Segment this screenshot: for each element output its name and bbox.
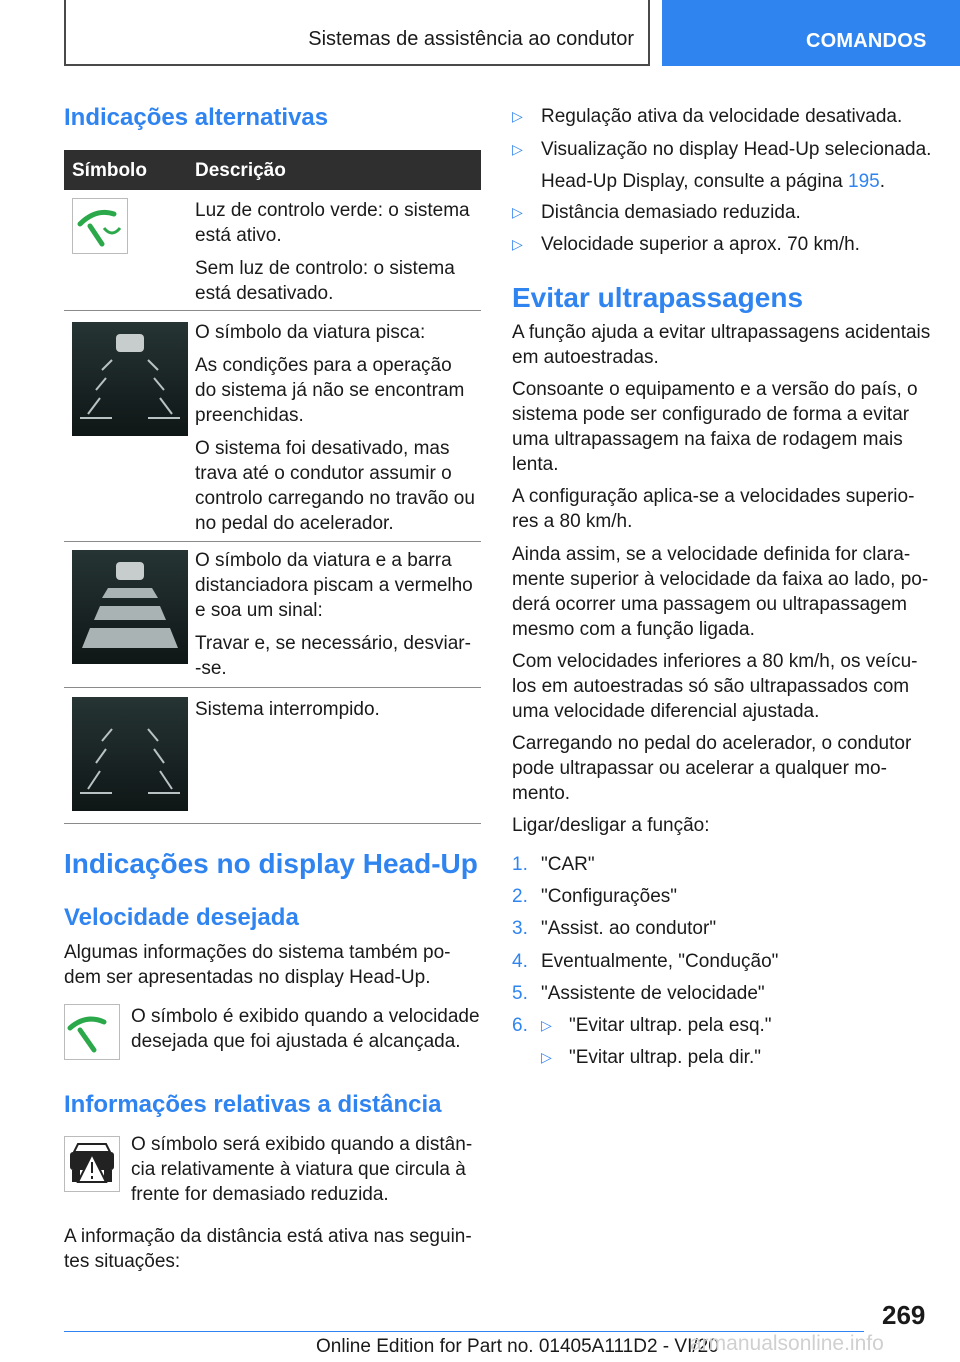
distance-paragraph: A informação da distância está ativa nas seguin- tes situações:: [64, 1226, 472, 1272]
desc-line: Sem luz de controlo: o sistema está desativado.: [195, 258, 455, 304]
desc-line: Luz de controlo verde: o sistema está ativo.: [195, 200, 470, 246]
triangle-bullet-icon: ▷: [512, 236, 523, 252]
subheading-distancia: Informações relativas a distância: [64, 1091, 442, 1118]
desc-line: Sistema interrompido.: [195, 699, 380, 720]
watermark: armanualsonline.info: [690, 1332, 884, 1355]
paragraph: A função ajuda a evitar ultrapassagens acidentais em autoestradas.: [512, 322, 931, 368]
col-description: Descrição: [195, 160, 286, 181]
row-divider: [64, 541, 481, 542]
heading-evitar-ultrapassagens: Evitar ultrapassagens: [512, 282, 804, 313]
table-row-2-desc: [195, 320, 477, 536]
subheading-velocidade: Velocidade desejada: [64, 904, 299, 931]
triangle-bullet-icon: ▷: [512, 108, 523, 124]
distance-icon-text: O símbolo será exibido quando a distân- cia relativamente à viatura que circula à frente for demasiado reduzida.: [131, 1134, 473, 1205]
vehicle-lane-icon: [72, 322, 188, 436]
edition-text: Online Edition for Part no. 01405A111D2 - VI/20: [316, 1336, 719, 1357]
triangle-bullet-icon: ▷: [512, 204, 523, 220]
table-header: [64, 150, 481, 190]
heading-indicacoes-alternativas: Indicações alternativas: [64, 104, 329, 131]
triangle-bullet-icon: ▷: [541, 1017, 552, 1033]
heading-head-up: Indicações no display Head-Up: [64, 848, 478, 879]
paragraph: Consoante o equipamento e a versão do país, o sistema pode ser configurado de forma a evitar uma ultrapassagem na faixa de rodagem mais lenta.: [512, 379, 918, 475]
triangle-bullet-icon: ▷: [512, 141, 523, 157]
paragraph: Carregando no pedal do acelerador, o condutor pode ultrapassar ou acelerar a qualquer mo- mento.: [512, 733, 912, 804]
empty-lane-icon: [72, 697, 188, 811]
table-row-3-desc: [195, 548, 477, 681]
section-title: Sistemas de assistência ao condutor: [308, 28, 634, 50]
desc-line: O símbolo da viatura e a barra distanciadora piscam a vermelho e soa um sinal:: [195, 550, 473, 621]
row-divider: [64, 687, 481, 688]
page-link-195[interactable]: 195: [848, 171, 880, 192]
triangle-bullet-icon: ▷: [541, 1049, 552, 1065]
table-bottom-rule: [64, 823, 481, 824]
desc-line: O sistema foi desativado, mas trava até o condutor assumir o controlo carregando no travão ou no pedal do acelerador.: [195, 438, 475, 534]
desc-line: O símbolo da viatura pisca:: [195, 322, 426, 343]
paragraph: Ainda assim, se a velocidade definida for clara- mente superior à velocidade da faixa ao lado, po- derá ocorrer uma passagem ou ultrapassagem mesmo com a função ligada.: [512, 544, 929, 640]
vehicle-distance-bars-icon: [72, 550, 188, 664]
row-divider: [64, 310, 481, 311]
paragraph: Ligar/desligar a função:: [512, 815, 710, 836]
paragraph: A configuração aplica-se a velocidades superio- res a 80 km/h.: [512, 486, 915, 532]
tab-label: COMANDOS: [806, 30, 927, 52]
page-number: 269: [882, 1300, 926, 1330]
desc-line: As condições para a operação do sistema já não se encontram preenchidas.: [195, 355, 465, 426]
header-frame: [64, 0, 650, 66]
col-symbol: Símbolo: [72, 160, 147, 181]
speed-paragraph: Algumas informações do sistema também po- dem ser apresentadas no display Head-Up.: [64, 942, 451, 988]
tab-comandos[interactable]: [662, 0, 960, 66]
paragraph: Com velocidades inferiores a 80 km/h, os veícu- los em autoestradas só são ultrapassados com uma velocidade diferencial ajustada.: [512, 651, 918, 722]
hud-reference: Head-Up Display, consulte a página 195.: [541, 171, 885, 192]
table-row-4-desc: [195, 697, 477, 722]
table-row-1-desc: [195, 198, 477, 306]
speed-icon-text: O símbolo é exibido quando a velocidade desejada que foi ajustada é alcançada.: [131, 1006, 480, 1052]
desc-line: Travar e, se necessário, desviar- -se.: [195, 633, 471, 679]
speed-limiter-arc-icon: [72, 198, 188, 254]
